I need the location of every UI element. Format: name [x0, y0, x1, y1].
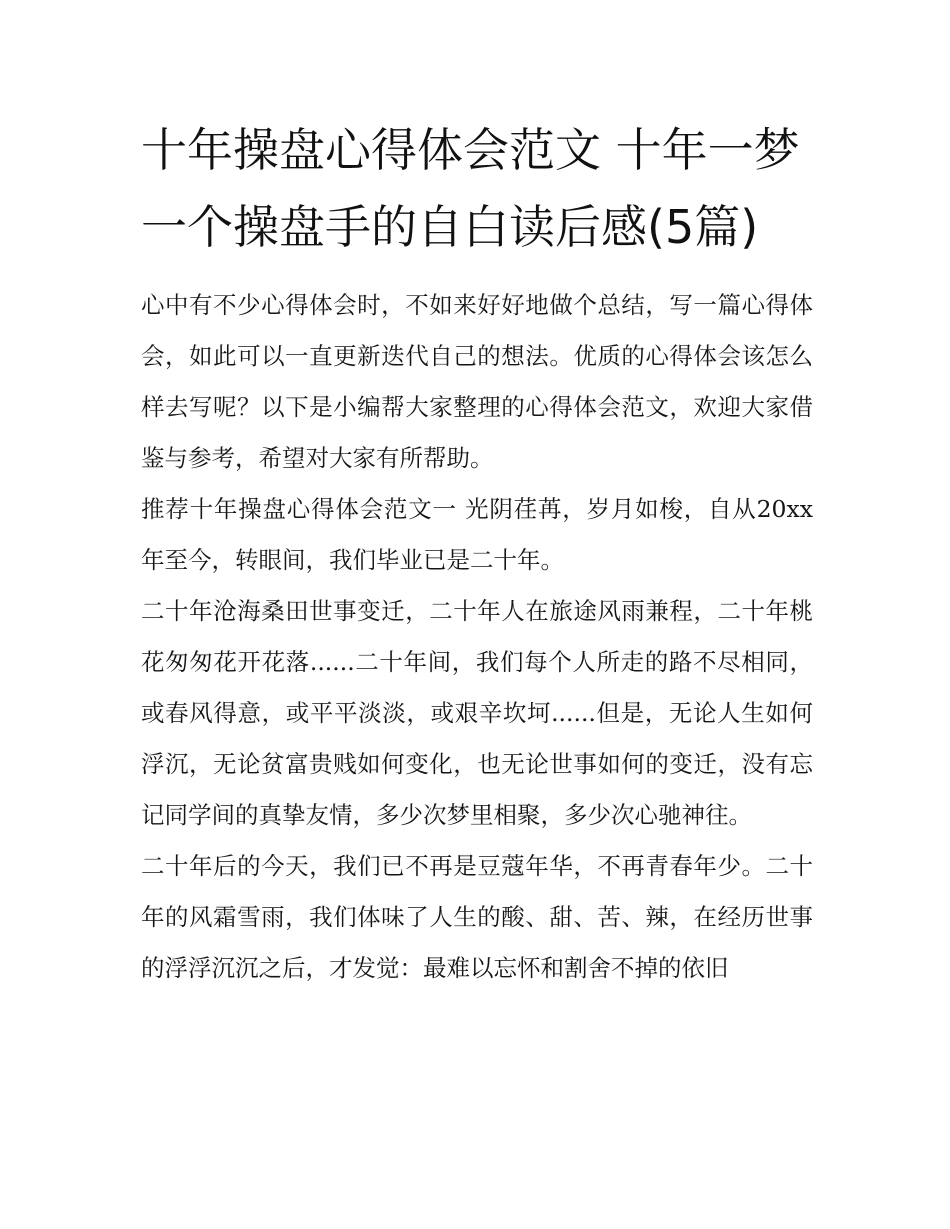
paragraph-recommend: 推荐十年操盘心得体会范文一 光阴荏苒，岁月如梭，自从20xx年至今，转眼间，我们毕业已是二十年。: [141, 495, 813, 574]
document-page: [141, 112, 813, 994]
paragraph-twenty-years: 二十年沧海桑田世事变迁，二十年人在旅途风雨兼程，二十年桃花匆匆花开花落......二十年间，我们每个人所走的路不尽相同，或春风得意，或平平淡淡，或艰辛坎坷......但是，无论人生如何浮沉，无论贫富贵贱如何变化，也无论世事如何的变迁，没有忘记同学间的真挚友情，多少次梦里相聚，多少次心驰神往。: [141, 597, 813, 829]
paragraph-today: 二十年后的今天，我们已不再是豆蔻年华，不再青春年少。二十年的风霜雪雨，我们体味了人生的酸、甜、苦、辣，在经历世事的浮浮沉沉之后，才发觉：最难以忘怀和割舍不掉的依旧: [141, 852, 813, 982]
document-title: 十年操盘心得体会范文 十年一梦一个操盘手的自白读后感(5篇): [141, 123, 800, 254]
paragraph-intro: 心中有不少心得体会时，不如来好好地做个总结，写一篇心得体会，如此可以一直更新迭代自己的想法。优质的心得体会该怎么样去写呢？以下是小编帮大家整理的心得体会范文，欢迎大家借鉴与参考，希望对大家有所帮助。: [141, 291, 813, 472]
